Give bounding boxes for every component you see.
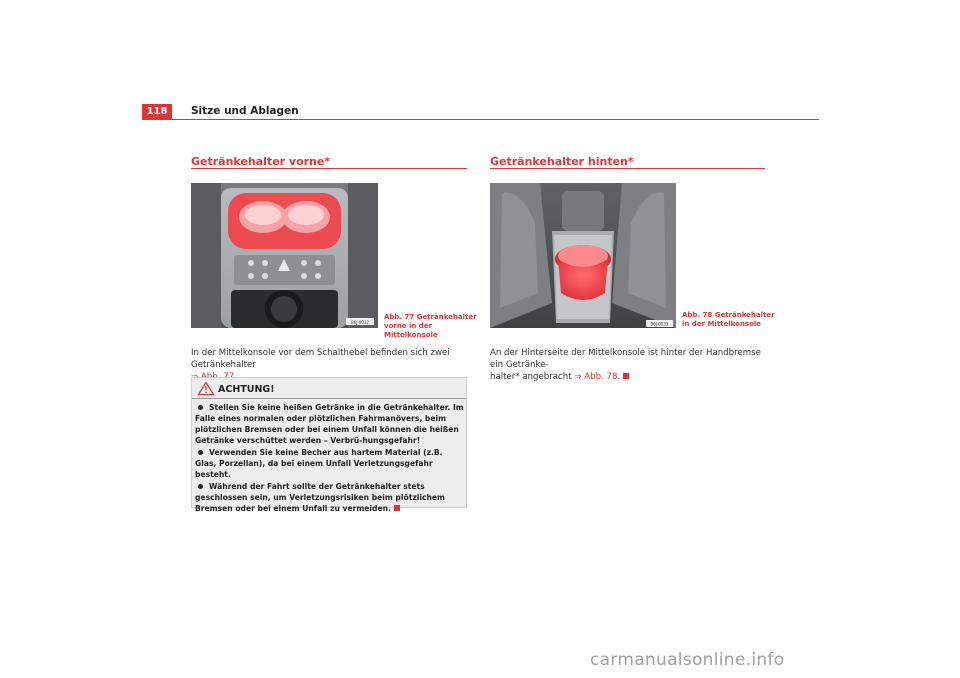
section-divider-rear — [490, 168, 765, 169]
caption-front — [384, 313, 484, 340]
body-front-line1: In der Mittelkonsole vor dem Schalthebel befinden sich zwei Getränkehalter — [191, 348, 450, 370]
caption-rear — [682, 311, 782, 329]
chapter-title: Sitze und Ablagen — [191, 105, 299, 117]
bullet-icon — [198, 405, 203, 410]
caption-front-line1: Abb. 77 Getränkehalter — [384, 313, 477, 321]
photo-code-rear: B6J-0033 — [650, 321, 669, 327]
photo-front-cupholder — [191, 183, 378, 328]
warning-item — [195, 447, 465, 480]
warning-triangle-icon — [198, 382, 214, 395]
warning-box — [191, 377, 467, 513]
photo-code-front: B6J-0032 — [351, 320, 369, 325]
caption-rear-line2: in der Mittelkonsole — [682, 320, 762, 328]
end-of-section-icon — [394, 505, 400, 511]
warning-item — [195, 481, 465, 514]
warning-body — [195, 402, 465, 515]
caption-rear-line1: Abb. 78 Getränkehalter — [682, 311, 775, 319]
section-divider-front — [191, 168, 467, 169]
body-rear-tail: . — [617, 372, 621, 382]
warning-item-text: Verwenden Sie keine Becher aus hartem Material (z.B. Glas, Porzellan), da bei einem Unfall Verletzungsgefahr besteht. — [195, 448, 443, 479]
end-of-section-icon — [623, 373, 629, 379]
bullet-icon — [198, 450, 203, 455]
warning-header — [192, 378, 466, 399]
body-rear-line2: halter* angebracht — [490, 372, 575, 382]
warning-item-text: Während der Fahrt sollte der Getränkehalter stets geschlossen sein, um Verletzungsrisiken beim plötzlichem Bremsen oder bei einem Unfall zu vermeiden. — [195, 482, 445, 513]
body-text-rear — [490, 347, 770, 383]
watermark[interactable]: carmanualsonline.info — [590, 650, 785, 670]
section-heading-front: Getränkehalter vorne* — [191, 155, 331, 168]
warning-item-text: Stellen Sie keine heißen Getränke in die Getränkehalter. Im Falle eines normalen oder plötzlichen Fahrmanövers, beim plötzlichen Bremsen oder bei einem Unfall können die heißen Getränke verschüttet werden – Verbrü-hungsgefahr! — [195, 403, 464, 445]
warning-item — [195, 402, 465, 446]
header-divider — [142, 119, 819, 120]
photo-rear-cupholder — [490, 183, 676, 328]
bullet-icon — [198, 484, 203, 489]
body-rear-line1: An der Hinterseite der Mittelkonsole ist hinter der Handbremse ein Getränke- — [490, 348, 761, 370]
page-number: 118 — [142, 104, 172, 119]
warning-title: ACHTUNG! — [218, 384, 275, 395]
section-heading-rear: Getränkehalter hinten* — [490, 155, 634, 168]
figure-ref-78[interactable]: ⇒ Abb. 78 — [574, 372, 618, 382]
caption-front-line2: vorne in der Mittelkonsole — [384, 322, 438, 339]
